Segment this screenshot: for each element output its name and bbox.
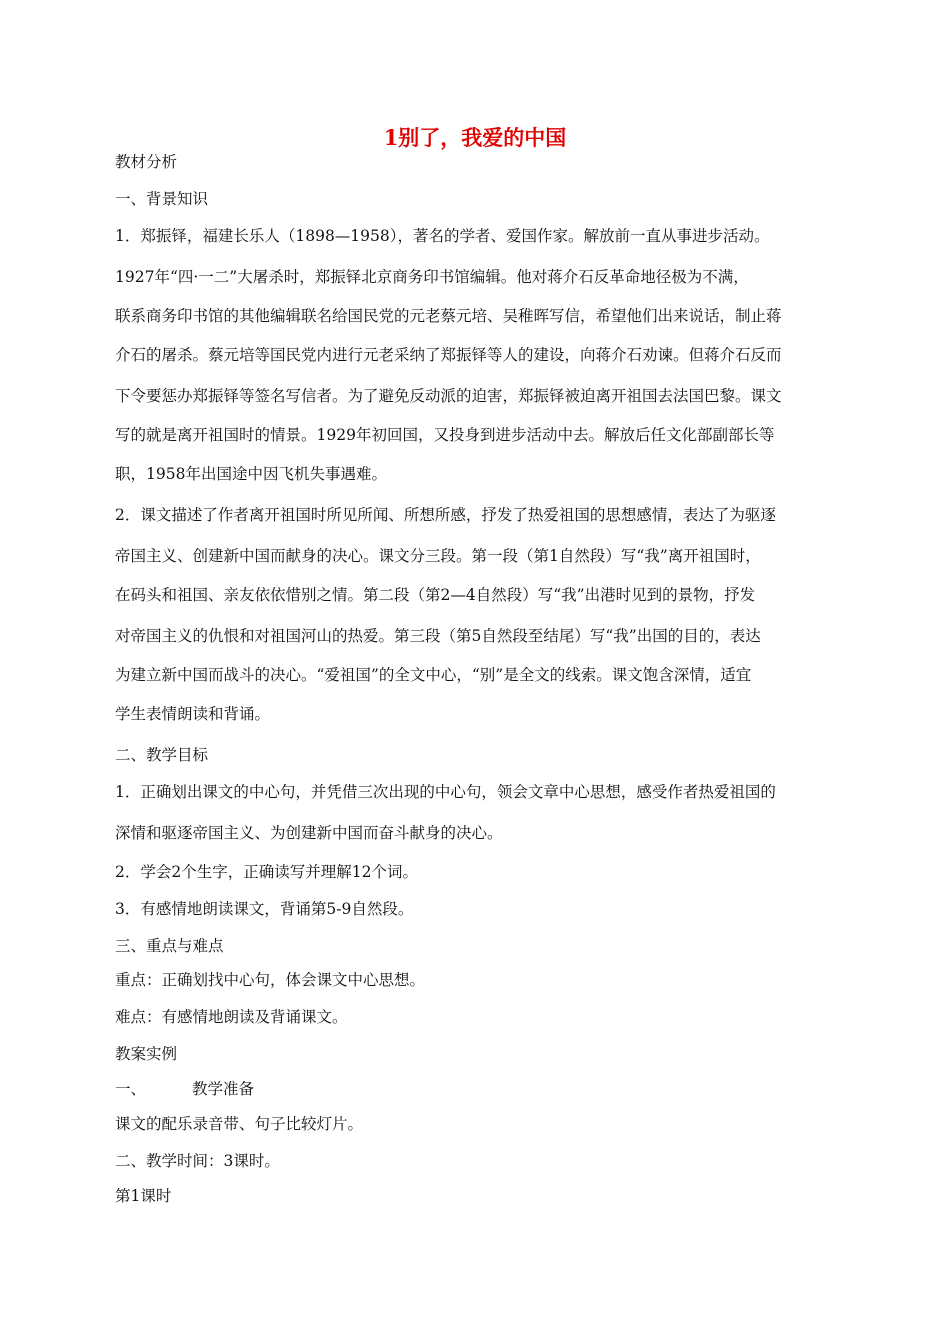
page-title: 1别了，我爱的中国: [383, 125, 567, 150]
section-heading: 教材分析: [115, 153, 178, 171]
paragraph-line: 2．学会2个生字，正确读写并理解12个词。: [115, 863, 418, 881]
paragraph-line: 介石的屠杀。蔡元培等国民党内进行元老采纳了郑振铎等人的建设，向蒋介石劝谏。但蒋介石反而: [115, 346, 782, 364]
paragraph-line: 在码头和祖国、亲友依依惜别之情。第二段（第2—4自然段）写“我”出港时见到的景物，抒发: [115, 586, 756, 604]
paragraph-line: 1．郑振铎，福建长乐人（1898—1958），著名的学者、爱国作家。解放前一直从事进步活动。: [115, 227, 770, 245]
paragraph-line: 下令要惩办郑振铎等签名写信者。为了避免反动派的迫害，郑振铎被迫离开祖国去法国巴黎。课文: [115, 387, 782, 405]
paragraph-line: 课文的配乐录音带、句子比较灯片。: [115, 1115, 364, 1133]
paragraph-line: 1．正确划出课文的中心句，并凭借三次出现的中心句，领会文章中心思想，感受作者热爱祖国的: [115, 783, 776, 801]
paragraph-line: 2．课文描述了作者离开祖国时所见所闻、所想所感，抒发了热爱祖国的思想感情，表达了为驱逐: [115, 506, 776, 524]
paragraph-line: 3．有感情地朗读课文，背诵第5-9自然段。: [115, 900, 414, 918]
paragraph-line: 学生表情朗读和背诵。: [115, 705, 271, 723]
paragraph-line: 深情和驱逐帝国主义、为创建新中国而奋斗献身的决心。: [115, 824, 503, 842]
paragraph-line: 难点：有感情地朗读及背诵课文。: [115, 1008, 348, 1026]
paragraph-line: 职，1958年出国途中因飞机失事遇难。: [115, 465, 387, 483]
section-heading: 二、教学目标: [115, 746, 209, 764]
section-heading: [115, 1079, 254, 1099]
paragraph-line: 写的就是离开祖国时的情景。1929年初回国，又投身到进步活动中去。解放后任文化部副部长等: [115, 426, 775, 444]
paragraph-line: 联系商务印书馆的其他编辑联名给国民党的元老蔡元培、吴稚晖写信，希望他们出来说话，制止蒋: [115, 307, 782, 325]
paragraph-line: 对帝国主义的仇恨和对祖国河山的热爱。第三段（第5自然段至结尾）写“我”出国的目的，表达: [115, 627, 761, 645]
paragraph-line: 1927年“四·一二”大屠杀时，郑振铎北京商务印书馆编辑。他对蒋介石反革命地径极为不满，: [115, 268, 749, 286]
prep-number: 一、: [115, 1080, 147, 1098]
paragraph-line: 第1课时: [115, 1187, 172, 1205]
prep-label: 教学准备: [192, 1080, 255, 1098]
section-heading: 一、背景知识: [115, 190, 209, 208]
paragraph-line: 重点：正确划找中心句，体会课文中心思想。: [115, 971, 426, 989]
paragraph-line: 为建立新中国而战斗的决心。“爱祖国”的全文中心，“别”是全文的线索。课文饱含深情，适宜: [115, 666, 752, 684]
section-heading: 三、重点与难点: [115, 937, 224, 955]
section-heading: 教案实例: [115, 1045, 178, 1063]
paragraph-line: 帝国主义、创建新中国而献身的决心。课文分三段。第一段（第1自然段）写“我”离开祖国时，: [115, 547, 761, 565]
paragraph-line: 二、教学时间：3课时。: [115, 1152, 280, 1170]
